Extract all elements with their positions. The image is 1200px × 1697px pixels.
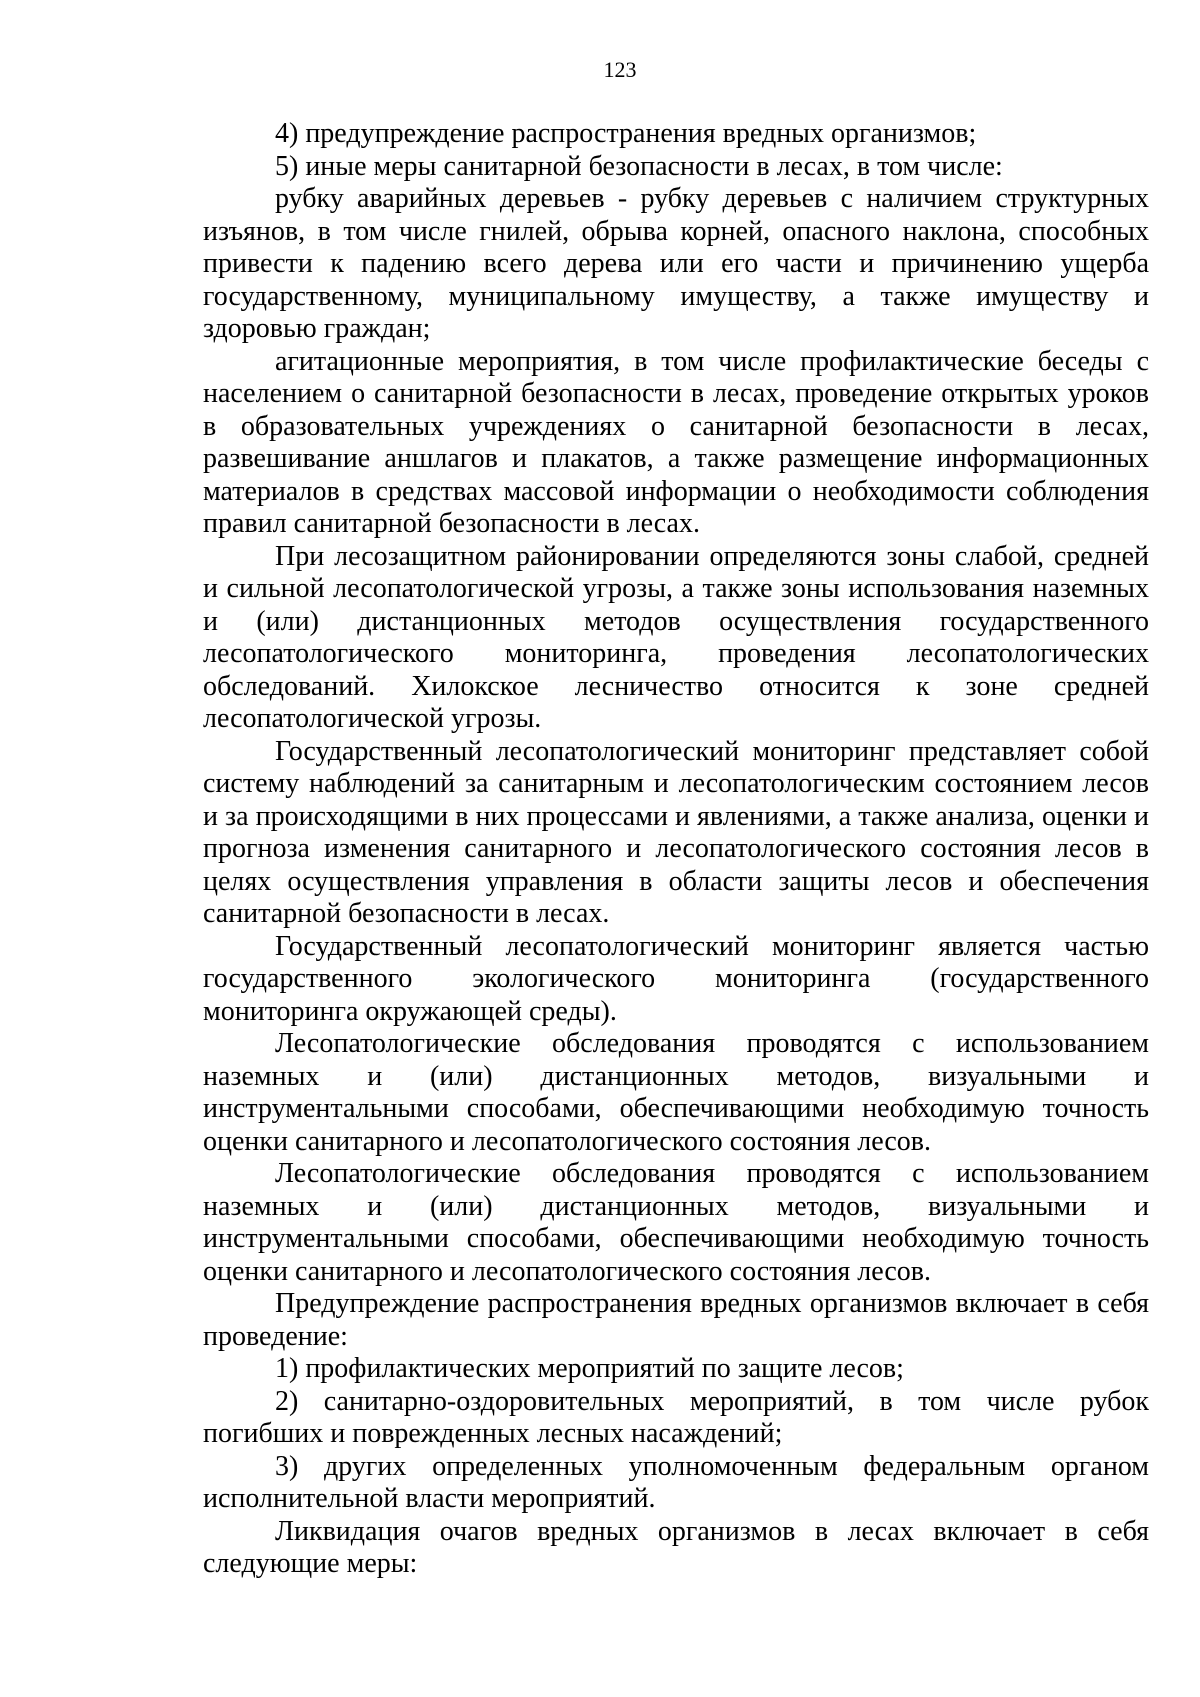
paragraph: 5) иные меры санитарной безопасности в лесах, в том числе: [275, 150, 1003, 182]
paragraph: агитационные мероприятия, в том числе профилактические беседы с населением о санитарной безопасности в лесах, проведение открытых уроков в образовательных учреждениях о санитарной безопасности в лесах, развешивание аншлагов и плакатов, а также размещение информационных материалов в средствах массовой информации о необходимости соблюдения правил санитарной безопасности в лесах. [203, 345, 1149, 539]
paragraph: Государственный лесопатологический мониторинг представляет собой систему наблюдений за санитарным и лесопатологическим состоянием лесов и за происходящими в них процессами и явлениями, а также анализа, оценки и прогноза изменения санитарного и лесопатологического состояния лесов в целях осуществления управления в области защиты лесов и обеспечения санитарной безопасности в лесах. [203, 735, 1149, 929]
paragraph: Лесопатологические обследования проводятся с использованием наземных и (или) дистанционных методов, визуальными и инструментальными способами, обеспечивающими необходимую точность оценки санитарного и лесопатологического состояния лесов. [203, 1158, 1149, 1287]
paragraph: рубку аварийных деревьев - рубку деревьев с наличием структурных изъянов, в том числе гнилей, обрыва корней, опасного наклона, способных привести к падению всего дерева или его части и причинению ущерба государственному, муниципальному имуществу, а также имуществу и здоровью граждан; [203, 183, 1149, 344]
paragraph: При лесозащитном районировании определяются зоны слабой, средней и сильной лесопатологической угрозы, а также зоны использования наземных и (или) дистанционных методов осуществления государственного лесопатологического мониторинга, проведения лесопатологических обследований. Хилокское лесничество относится к зоне средней лесопатологической угрозы. [203, 540, 1149, 734]
paragraph: 2) санитарно-оздоровительных мероприятий, в том числе рубок погибших и поврежденных лесных насаждений; [203, 1385, 1149, 1449]
paragraph: Государственный лесопатологический мониторинг является частью государственного экологического мониторинга (государственного мониторинга окружающей среды). [203, 930, 1149, 1027]
paragraph: 4) предупреждение распространения вредных организмов; [275, 118, 977, 149]
paragraph: Ликвидация очагов вредных организмов в лесах включает в себя следующие меры: [203, 1515, 1149, 1579]
paragraph: Лесопатологические обследования проводятся с использованием наземных и (или) дистанционных методов, визуальными и инструментальными способами, обеспечивающими необходимую точность оценки санитарного и лесопатологического состояния лесов. [203, 1028, 1149, 1157]
page-number: 123 [603, 57, 637, 82]
paragraph: 1) профилактических мероприятий по защите лесов; [275, 1353, 904, 1384]
paragraph: 3) других определенных уполномоченным федеральным органом исполнительной власти мероприятий. [203, 1450, 1149, 1514]
paragraph: Предупреждение распространения вредных организмов включает в себя проведение: [203, 1288, 1149, 1352]
document-body [203, 118, 1149, 1581]
